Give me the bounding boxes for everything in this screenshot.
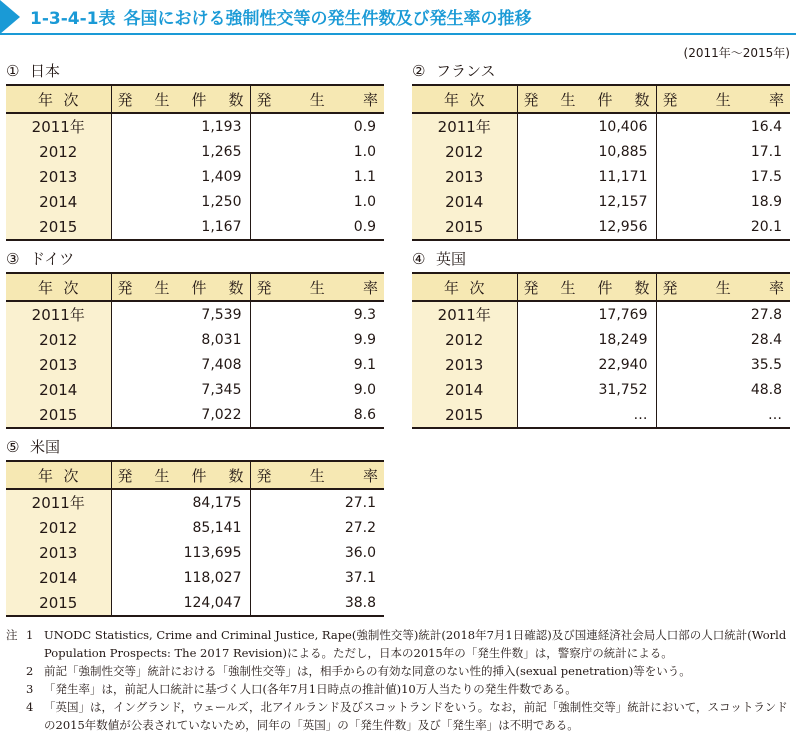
col-year: 年 次 [412,273,517,301]
count-cell: 1,193 [111,113,250,139]
col-count: 発 生 件 数 [517,85,656,113]
col-count: 発 生 件 数 [111,461,250,489]
count-cell: 8,031 [111,327,250,352]
year-cell: 2015 [6,214,111,240]
table-header-row [412,273,790,301]
rate-cell: 9.1 [250,352,384,377]
table-row [412,139,790,164]
col-rate: 発 生 率 [250,273,384,301]
year-cell: 2015 [6,590,111,616]
table-row [6,402,384,428]
section-title [6,60,60,81]
triangle-arrow-icon [0,0,20,34]
note-4: 4 「英国」は，イングランド，ウェールズ，北アイルランド及びスコットランドをいう。なお，前記「強制性交等」統計において，スコットランドの2015年数値が公表されていないため，同年の「英国」の「発生件数」及び「発生率」は不明である。 [26,700,788,732]
table-row [6,189,384,214]
count-cell: 12,157 [517,189,656,214]
country-table [6,272,384,429]
rate-cell: 9.3 [250,301,384,327]
table-row [6,352,384,377]
note-1: 注 1 UNODC Statistics, Crime and Criminal Justice, Rape(強制性交等)統計(2018年7月1日確認)及び国連経済社会局人口部の人口統計(World Population Prospects: The 2017 Revision)による。ただし，日本の2015年の「発生件数」は，警察庁の統計による。 [6,628,787,660]
country-name: フランス [436,62,496,80]
count-cell: 1,167 [111,214,250,240]
table-row [412,327,790,352]
table-row [6,489,384,515]
rate-cell: 0.9 [250,113,384,139]
rate-cell: 9.9 [250,327,384,352]
count-cell: 10,885 [517,139,656,164]
count-cell: 85,141 [111,515,250,540]
col-count: 発 生 件 数 [111,85,250,113]
year-cell: 2012 [412,139,517,164]
rate-cell: 18.9 [656,189,790,214]
rate-cell: 8.6 [250,402,384,428]
section-number: ④ [412,250,426,268]
count-cell: 11,171 [517,164,656,189]
rate-cell: … [656,402,790,428]
country-table [412,84,790,241]
rate-cell: 27.2 [250,515,384,540]
count-cell: 7,022 [111,402,250,428]
note-2: 2 前記「強制性交等」統計における「強制性交等」は，相手からの有効な同意のない性的挿入(sexual penetration)等をいう。 [26,664,691,678]
year-cell: 2014 [412,189,517,214]
year-cell: 2014 [6,565,111,590]
section-number: ⑤ [6,438,20,456]
table-title-text: 各国における強制性交等の発生件数及び発生率の推移 [123,9,532,29]
year-cell: 2013 [6,164,111,189]
rate-cell: 36.0 [250,540,384,565]
table-row [412,164,790,189]
table-row [412,402,790,428]
table-row [6,565,384,590]
table-row [6,540,384,565]
year-cell: 2015 [412,214,517,240]
rate-cell: 48.8 [656,377,790,402]
table-row [6,139,384,164]
year-cell: 2011年 [412,301,517,327]
col-count: 発 生 件 数 [517,273,656,301]
rate-cell: 1.0 [250,189,384,214]
count-cell: 113,695 [111,540,250,565]
table-title [30,4,531,29]
section-number: ① [6,62,20,80]
rate-cell: 0.9 [250,214,384,240]
country-name: 日本 [30,62,61,80]
table-row [412,352,790,377]
col-rate: 発 生 率 [250,85,384,113]
country-table [6,460,384,617]
col-year: 年 次 [6,461,111,489]
table-row [6,377,384,402]
section-title [412,60,496,81]
table-header-row [412,85,790,113]
rate-cell: 27.8 [656,301,790,327]
year-cell: 2013 [412,352,517,377]
year-cell: 2014 [6,377,111,402]
table-row [6,327,384,352]
section-title [6,248,74,269]
section-number: ② [412,62,426,80]
year-cell: 2013 [6,352,111,377]
col-count: 発 生 件 数 [111,273,250,301]
year-cell: 2012 [6,515,111,540]
col-rate: 発 生 率 [250,461,384,489]
period-label: (2011年～2015年) [683,46,790,60]
table-row [412,301,790,327]
table-row [6,301,384,327]
table-row [412,189,790,214]
table-row [412,214,790,240]
table-header-row [6,273,384,301]
year-cell: 2014 [412,377,517,402]
table-row [412,377,790,402]
table-row [6,214,384,240]
table-header-row [6,85,384,113]
count-cell: 31,752 [517,377,656,402]
count-cell: 1,409 [111,164,250,189]
section-title [412,248,466,269]
year-cell: 2012 [6,327,111,352]
year-cell: 2014 [6,189,111,214]
table-row [6,590,384,616]
table-number: 1-3-4-1表 [30,9,116,29]
count-cell: 17,769 [517,301,656,327]
table-row [6,113,384,139]
col-year: 年 次 [6,85,111,113]
year-cell: 2012 [6,139,111,164]
count-cell: 124,047 [111,590,250,616]
count-cell: 84,175 [111,489,250,515]
year-cell: 2013 [6,540,111,565]
rate-cell: 20.1 [656,214,790,240]
rate-cell: 38.8 [250,590,384,616]
rate-cell: 35.5 [656,352,790,377]
year-cell: 2011年 [6,301,111,327]
year-cell: 2011年 [6,113,111,139]
year-cell: 2011年 [6,489,111,515]
year-cell: 2013 [412,164,517,189]
rate-cell: 37.1 [250,565,384,590]
country-table [412,272,790,429]
count-cell: 18,249 [517,327,656,352]
rate-cell: 16.4 [656,113,790,139]
count-cell: 7,345 [111,377,250,402]
count-cell: 118,027 [111,565,250,590]
country-name: 米国 [30,438,61,456]
table-header-row [6,461,384,489]
rate-cell: 1.0 [250,139,384,164]
count-cell: … [517,402,656,428]
rate-cell: 28.4 [656,327,790,352]
count-cell: 7,408 [111,352,250,377]
country-name: 英国 [436,250,467,268]
country-name: ドイツ [30,250,75,268]
rate-cell: 9.0 [250,377,384,402]
col-rate: 発 生 率 [656,273,790,301]
col-year: 年 次 [6,273,111,301]
table-row [412,113,790,139]
table-header [0,0,796,34]
count-cell: 1,265 [111,139,250,164]
year-cell: 2015 [412,402,517,428]
rate-cell: 27.1 [250,489,384,515]
rate-cell: 17.1 [656,139,790,164]
notes [6,626,792,734]
count-cell: 12,956 [517,214,656,240]
notes-label: 注 [6,628,18,642]
note-3: 3 「発生率」は，前記人口統計に基づく人口(各年7月1日時点の推計値)10万人当たりの発生件数である。 [26,682,577,696]
rate-cell: 1.1 [250,164,384,189]
section-title [6,436,60,457]
header-rule [0,33,796,35]
table-row [6,515,384,540]
rate-cell: 17.5 [656,164,790,189]
year-cell: 2015 [6,402,111,428]
count-cell: 22,940 [517,352,656,377]
col-year: 年 次 [412,85,517,113]
count-cell: 10,406 [517,113,656,139]
year-cell: 2011年 [412,113,517,139]
country-table [6,84,384,241]
count-cell: 7,539 [111,301,250,327]
count-cell: 1,250 [111,189,250,214]
table-row [6,164,384,189]
year-cell: 2012 [412,327,517,352]
col-rate: 発 生 率 [656,85,790,113]
section-number: ③ [6,250,20,268]
